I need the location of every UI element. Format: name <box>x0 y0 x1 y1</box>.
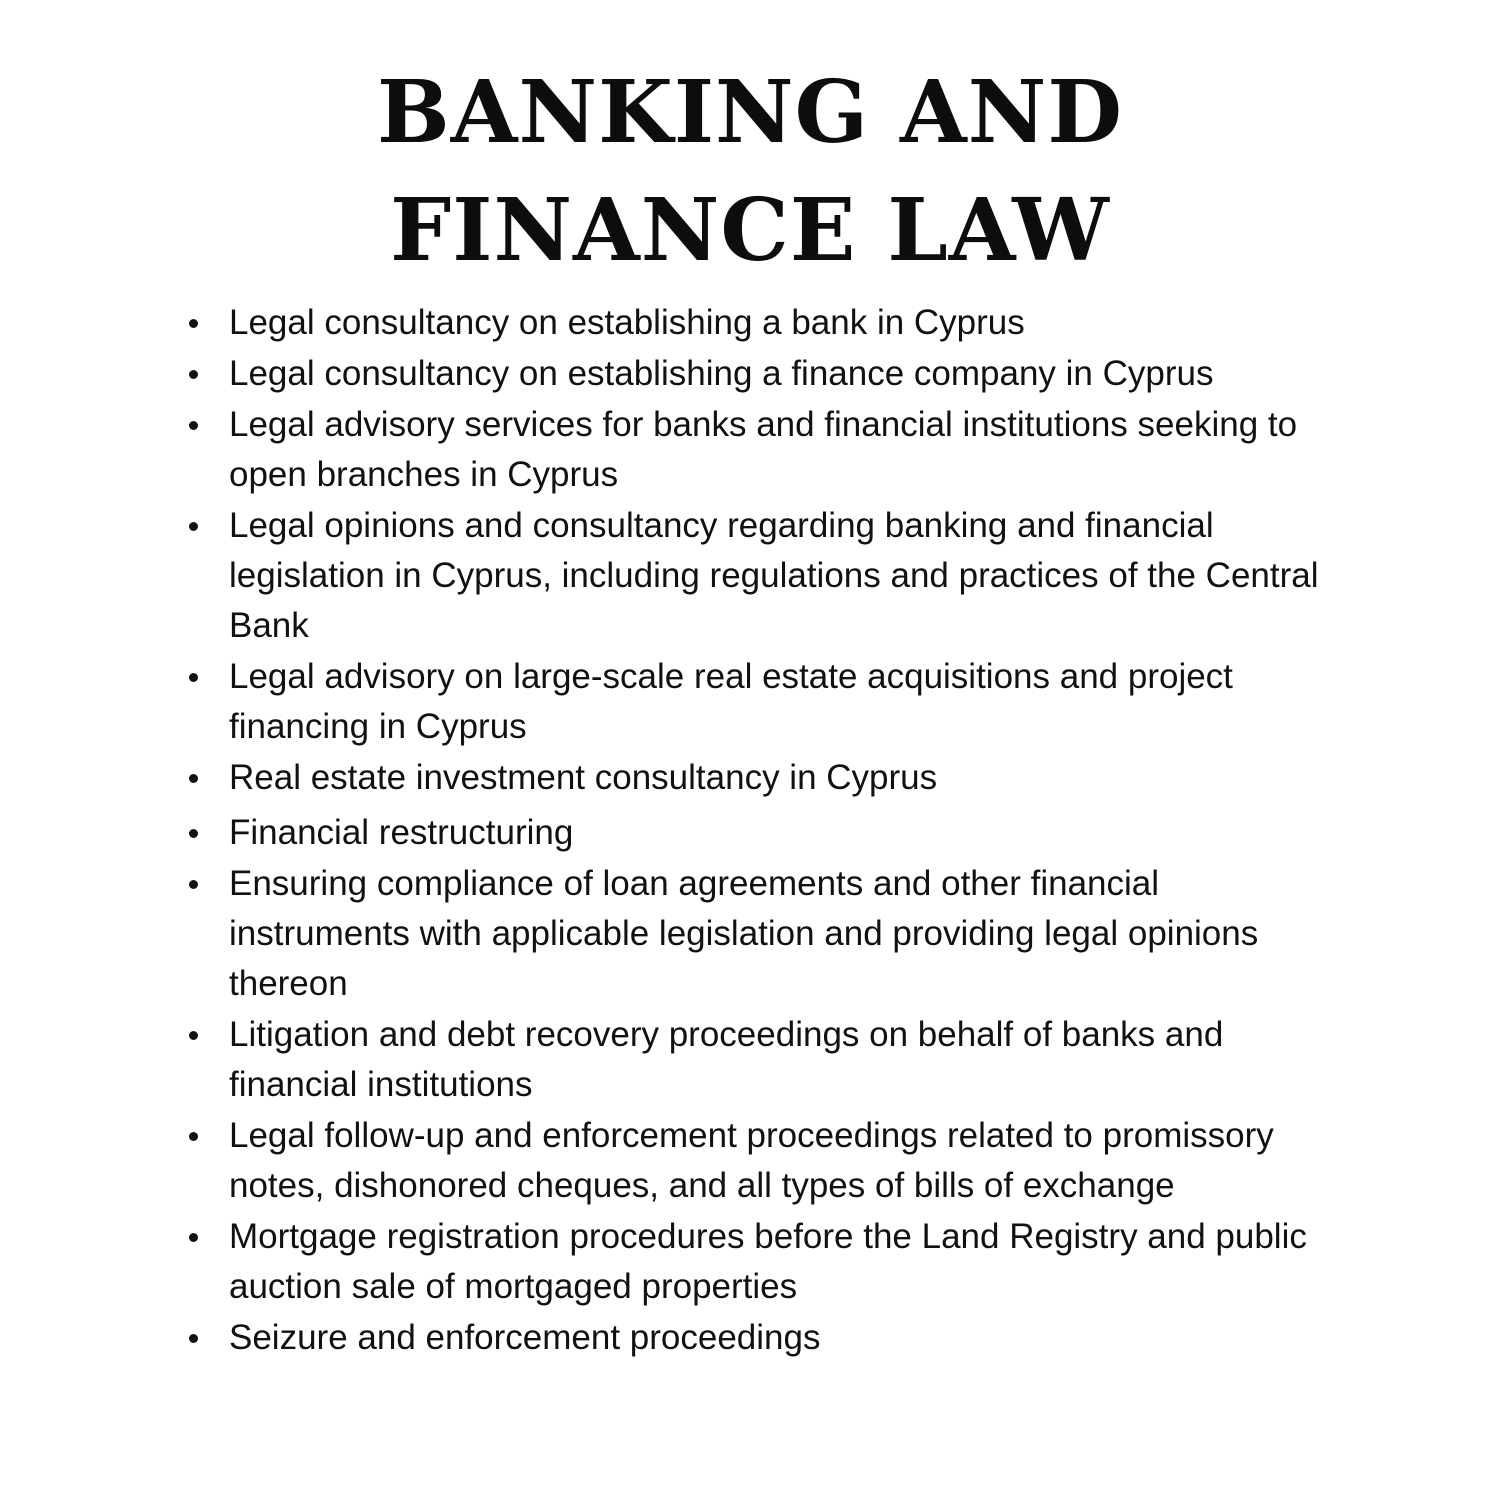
list-item <box>229 1212 1339 1312</box>
list-item <box>229 400 1339 500</box>
bullet-icon <box>189 370 198 379</box>
list-item-text: Real estate investment consultancy in Cyprus <box>229 758 938 797</box>
bullet-icon <box>189 522 198 531</box>
title-line-2: FINANCE LAW <box>390 180 1110 281</box>
bullet-icon <box>189 829 198 838</box>
list-item-text: Legal advisory services for banks and financial institutions seeking to open branches in Cyprus <box>229 405 1298 494</box>
list-item <box>229 859 1339 1009</box>
bullet-icon <box>189 421 198 430</box>
list-item-text: Legal opinions and consultancy regarding banking and financial legislation in Cyprus, including regulations and practices of the Central Bank <box>229 506 1319 645</box>
list-item-text: Legal consultancy on establishing a bank in Cyprus <box>229 303 1025 342</box>
list-item-text: Ensuring compliance of loan agreements and other financial instruments with applicable legislation and providing legal opinions thereon <box>229 864 1259 1003</box>
title-line-1: BANKING AND <box>377 62 1123 163</box>
bullet-icon <box>189 319 198 328</box>
bullet-icon <box>189 1132 198 1141</box>
list-item-text: Seizure and enforcement proceedings <box>229 1318 821 1357</box>
list-item <box>229 1010 1339 1110</box>
list-item <box>229 808 1339 858</box>
list-item <box>229 1313 1339 1363</box>
list-item-text: Litigation and debt recovery proceedings on behalf of banks and financial institutions <box>229 1015 1224 1104</box>
list-item-text: Legal follow-up and enforcement proceedings related to promissory notes, dishonored cheques, and all types of bills of exchange <box>229 1116 1274 1205</box>
list-item-text: Financial restructuring <box>229 813 574 852</box>
bullet-icon <box>189 673 198 682</box>
list-item-text: Mortgage registration procedures before the Land Registry and public auction sale of mortgaged properties <box>229 1217 1307 1306</box>
page-title <box>0 54 1500 290</box>
list-item <box>229 501 1339 651</box>
services-list <box>229 298 1339 1363</box>
list-item-text: Legal consultancy on establishing a finance company in Cyprus <box>229 354 1214 393</box>
list-item <box>229 652 1339 752</box>
bullet-icon <box>189 1233 198 1242</box>
bullet-icon <box>189 774 198 783</box>
list-item <box>229 1111 1339 1211</box>
bullet-icon <box>189 1031 198 1040</box>
list-item-text: Legal advisory on large-scale real estate acquisitions and project financing in Cyprus <box>229 657 1233 746</box>
bullet-icon <box>189 880 198 889</box>
list-item <box>229 753 1339 803</box>
bullet-icon <box>189 1334 198 1343</box>
list-item <box>229 349 1339 399</box>
list-item <box>229 298 1339 348</box>
